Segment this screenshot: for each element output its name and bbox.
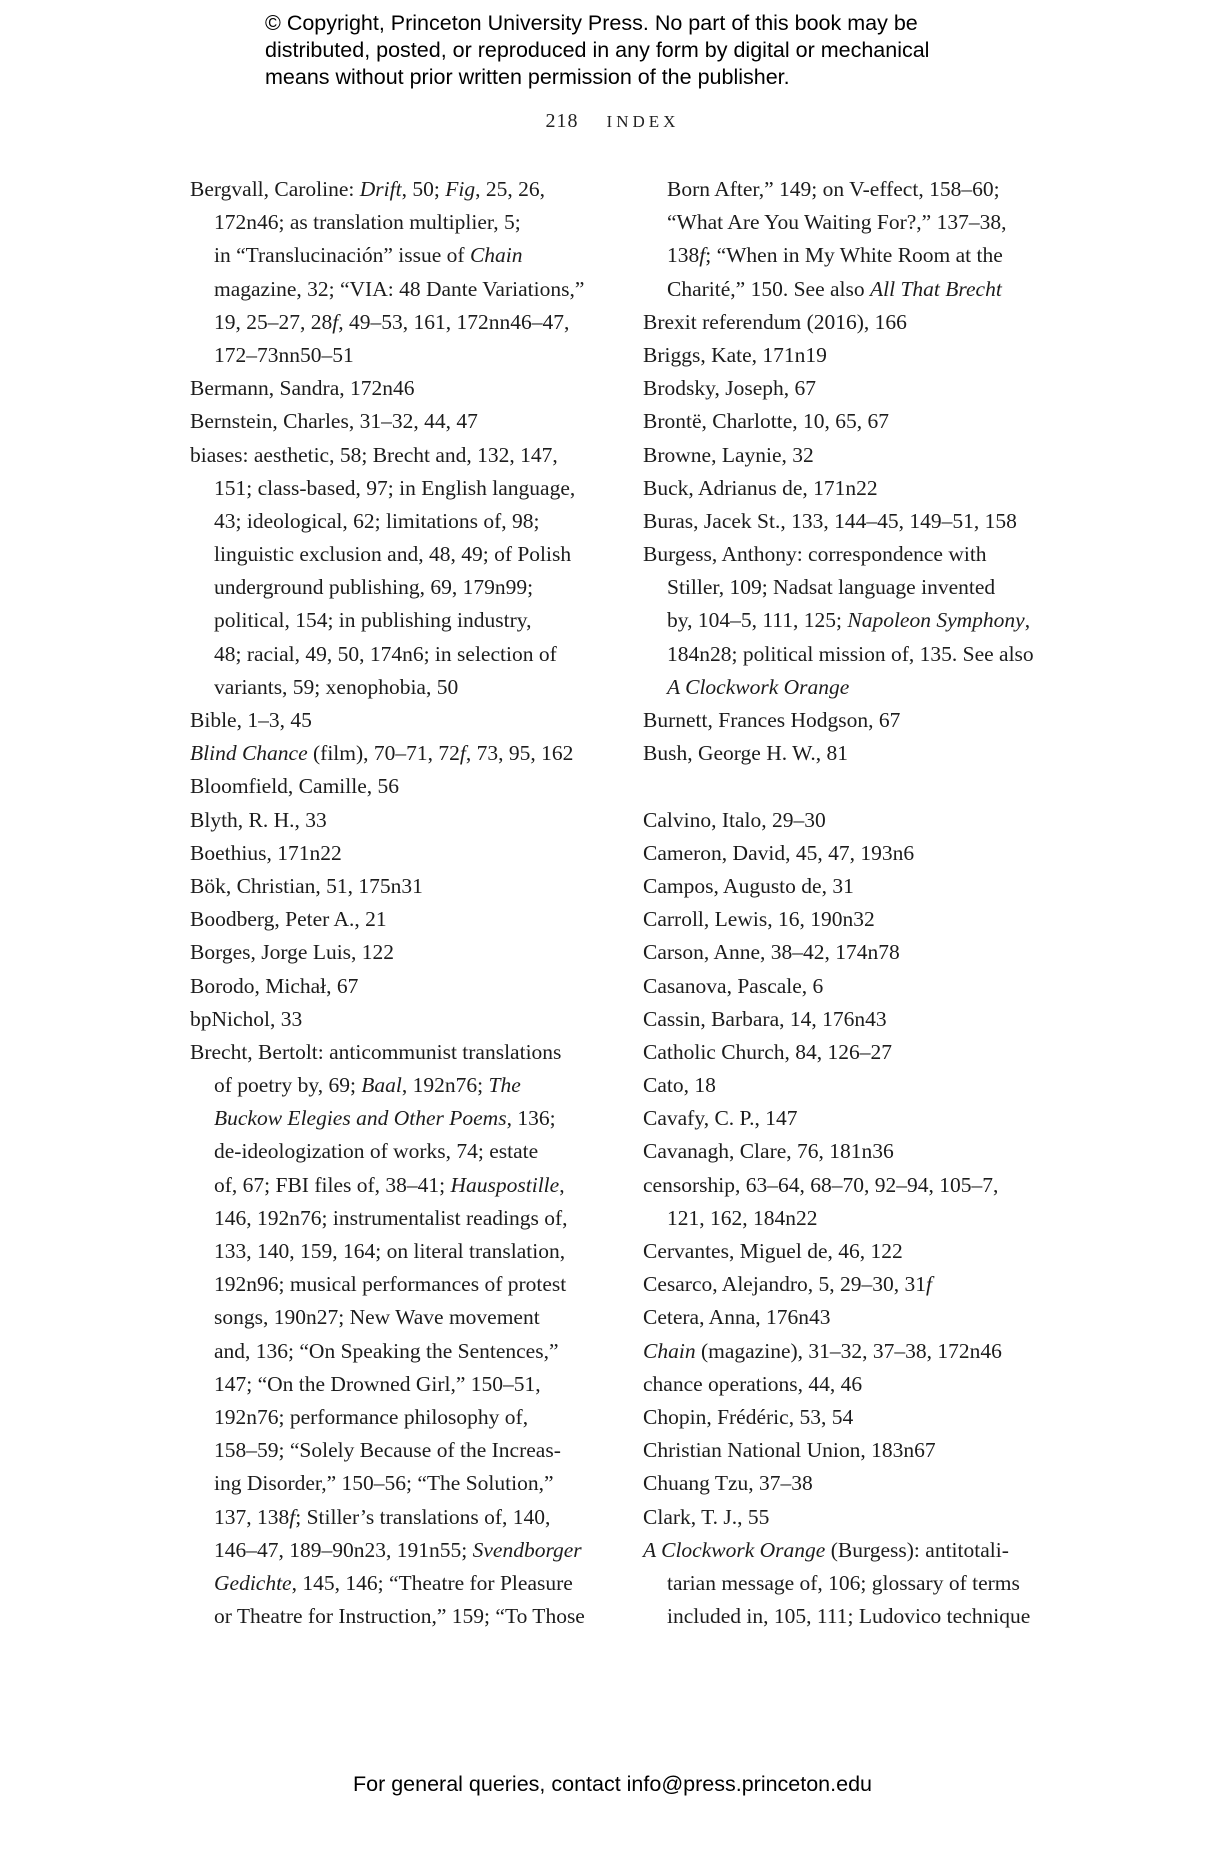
index-entry-continuation: 146–47, 189–90n23, 191n55; Svendborger [214,1537,582,1562]
index-entry: Brecht, Bertolt: anticommunist translations [190,1039,562,1064]
index-entry: Cavanagh, Clare, 76, 181n36 [643,1139,894,1164]
copyright-line: means without prior written permission of the publisher. [265,65,790,89]
index-entry: Bible, 1–3, 45 [190,708,312,732]
index-entry-continuation: 172–73nn50–51 [214,342,354,367]
index-entry: Bush, George H. W., 81 [643,741,849,766]
index-entry-continuation: 147; “On the Drowned Girl,” 150–51, [214,1371,541,1396]
index-entry-continuation: 172n46; as translation multiplier, 5; [214,210,521,235]
index-entry: A Clockwork Orange (Burgess): antitotali- [643,1537,1009,1562]
index-entry-continuation: tarian message of, 106; glossary of terms [667,1570,1020,1595]
index-entry: Bök, Christian, 51, 175n31 [190,873,423,898]
index-entry: Casanova, Pascale, 6 [643,973,824,998]
index-entry: Cavafy, C. P., 147 [643,1106,798,1131]
index-entry: Clark, T. J., 55 [643,1504,770,1529]
index-entry: Buras, Jacek St., 133, 144–45, 149–51, 158 [643,508,1017,533]
index-entry: chance operations, 44, 46 [643,1371,863,1396]
index-entry: biases: aesthetic, 58; Brecht and, 132, 147, [190,442,558,467]
index-entry-continuation: Born After,” 149; on V-effect, 158–60; [667,177,1000,201]
index-entry: Buck, Adrianus de, 171n22 [643,475,878,500]
index-entry: Boodberg, Peter A., 21 [190,907,387,932]
index-entry-continuation: 158–59; “Solely Because of the Increas- [214,1438,561,1463]
index-entry: Cato, 18 [643,1073,716,1098]
index-entry: Blyth, R. H., 33 [190,807,327,832]
index-entry: Chain (magazine), 31–32, 37–38, 172n46 [643,1338,1002,1363]
index-entry-continuation: 48; racial, 49, 50, 174n6; in selection of [214,641,557,666]
index-entry-continuation: songs, 190n27; New Wave movement [214,1305,540,1330]
index-entry: Cameron, David, 45, 47, 193n6 [643,840,915,865]
index-entry-continuation: included in, 105, 111; Ludovico technique [667,1604,1031,1629]
index-entry: Burnett, Frances Hodgson, 67 [643,708,901,732]
index-entry-continuation: 133, 140, 159, 164; on literal translation, [214,1239,566,1263]
index-entry: Bloomfield, Camille, 56 [190,774,400,799]
index-entry-continuation: Buckow Elegies and Other Poems, 136; [214,1106,556,1131]
index-entry-continuation: underground publishing, 69, 179n99; [214,575,534,600]
index-entry-continuation: 146, 192n76; instrumentalist readings of, [214,1205,568,1230]
index-entry-continuation: 184n28; political mission of, 135. See also [667,641,1034,666]
index-entry: Christian National Union, 183n67 [643,1438,936,1463]
index-entry: Briggs, Kate, 171n19 [643,342,827,367]
index-entry: Chopin, Frédéric, 53, 54 [643,1404,854,1429]
index-entry-continuation: or Theatre for Instruction,” 159; “To Those [214,1604,585,1629]
index-entry: Brontë, Charlotte, 10, 65, 67 [643,409,890,434]
index-entry: Bergvall, Caroline: Drift, 50; Fig, 25, 26, [190,177,545,201]
index-entry: Brodsky, Joseph, 67 [643,376,816,401]
index-entry: Chuang Tzu, 37–38 [643,1471,813,1496]
index-entry-continuation: magazine, 32; “VIA: 48 Dante Variations,” [214,276,585,301]
running-head [0,110,1225,133]
index-entry-continuation: 43; ideological, 62; limitations of, 98; [214,508,540,533]
index-entry-continuation: and, 136; “On Speaking the Sentences,” [214,1338,559,1363]
index-entry-continuation: 137, 138f; Stiller’s translations of, 140, [214,1504,551,1529]
index-entry-continuation: 192n96; musical performances of protest [214,1272,567,1297]
index-entry-continuation: Stiller, 109; Nadsat language invented [667,575,996,600]
index-entry-continuation: 121, 162, 184n22 [667,1205,818,1230]
index-entry-continuation: variants, 59; xenophobia, 50 [214,674,459,699]
index-entry-continuation: 138f; “When in My White Room at the [667,243,1003,268]
index-entry: Bermann, Sandra, 172n46 [190,376,415,401]
index-entry-continuation: 19, 25–27, 28f, 49–53, 161, 172nn46–47, [214,309,570,334]
index-column-left [190,173,600,1633]
index-entry-continuation: by, 104–5, 111, 125; Napoleon Symphony, [667,608,1031,633]
index-entry-continuation: of, 67; FBI files of, 38–41; Hauspostille, [214,1172,565,1197]
footer-contact: For general queries, contact info@press.princeton.edu [352,1772,872,1796]
copyright-line: distributed, posted, or reproduced in any form by digital or mechanical [265,38,930,62]
index-entry: censorship, 63–64, 68–70, 92–94, 105–7, [643,1172,999,1197]
index-entry-continuation: ing Disorder,” 150–56; “The Solution,” [214,1471,554,1496]
index-entry: Cesarco, Alejandro, 5, 29–30, 31f [643,1272,933,1297]
index-entry: Cetera, Anna, 176n43 [643,1305,831,1330]
index-entry-continuation: linguistic exclusion and, 48, 49; of Polish [214,542,572,567]
index-entry-continuation: Charité,” 150. See also All That Brecht [667,276,1002,301]
index-entry: Cervantes, Miguel de, 46, 122 [643,1239,903,1263]
index-entry-continuation: political, 154; in publishing industry, [214,608,532,633]
copyright-notice [265,10,1025,91]
index-entry: Boethius, 171n22 [190,840,342,865]
index-entry-continuation: 192n76; performance philosophy of, [214,1404,529,1429]
index-column-right [643,173,1053,1633]
index-entry-continuation: A Clockwork Orange [667,674,850,699]
page-title: INDEX [606,112,680,131]
page-number: 218 [545,110,579,132]
index-entry: Carson, Anne, 38–42, 174n78 [643,940,900,965]
index-entry: Campos, Augusto de, 31 [643,873,854,898]
index-entry-continuation: Gedichte, 145, 146; “Theatre for Pleasure [214,1570,573,1595]
index-entry-continuation: in “Translucinación” issue of Chain [214,243,523,268]
index-entry: Calvino, Italo, 29–30 [643,807,826,832]
index-entry: Bernstein, Charles, 31–32, 44, 47 [190,409,478,434]
index-spacer [643,770,1053,803]
index-entry: Blind Chance (film), 70–71, 72f, 73, 95, 162 [190,741,574,766]
index-entry: Brexit referendum (2016), 166 [643,309,907,334]
index-entry-continuation: “What Are You Waiting For?,” 137–38, [667,210,1007,235]
index-entry: Catholic Church, 84, 126–27 [643,1039,893,1064]
index-entry: Burgess, Anthony: correspondence with [643,542,987,567]
copyright-line: © Copyright, Princeton University Press. No part of this book may be [265,11,918,35]
index-entry-continuation: de-ideologization of works, 74; estate [214,1139,539,1164]
index-entry: Carroll, Lewis, 16, 190n32 [643,907,875,932]
index-entry: bpNichol, 33 [190,1006,303,1031]
index-entry: Browne, Laynie, 32 [643,442,814,467]
index-entry: Cassin, Barbara, 14, 176n43 [643,1006,887,1031]
index-entry: Borodo, Michał, 67 [190,973,359,998]
index-entry-continuation: 151; class-based, 97; in English language, [214,475,576,500]
index-entry: Borges, Jorge Luis, 122 [190,940,395,965]
index-entry-continuation: of poetry by, 69; Baal, 192n76; The [214,1073,521,1098]
